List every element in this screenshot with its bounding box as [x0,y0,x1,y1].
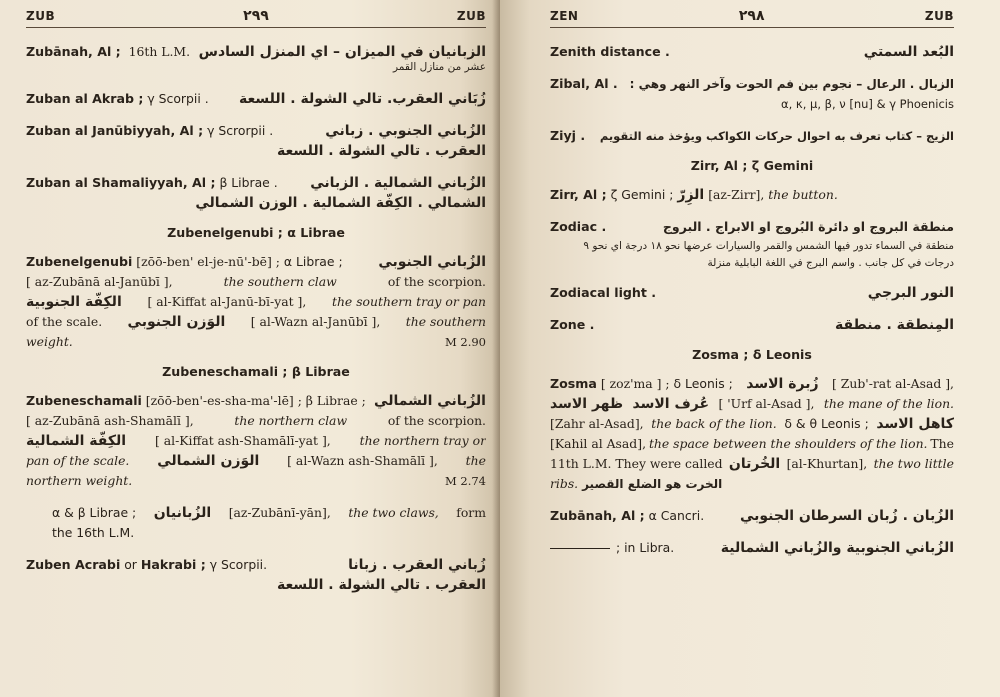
star-designation: ζ Gemini ; [610,187,674,202]
arabic-text: ظهر الاسد [550,396,624,412]
arabic-text: البُعد السمتي [863,44,954,60]
headword: Zuban al Janūbiyyah, Al ; [26,123,204,138]
running-head-left: ZUB [26,9,56,23]
pronunciation: [zōō-ben' el-je-nū'-bē] ; [136,254,280,269]
arabic-text: الزبال . الرعال – نجوم بين فم الحوت وآخر النهر وهي : [629,77,954,91]
transliteration: [ al-Wazn al-Janūbī ], [250,314,381,329]
arabic-text: منطقة في السماء تدور فيها الشمس والقمر والسيارات عرضها نحو ١٨ درجة اي نحو ٩ [583,240,954,252]
page-header [26,8,486,28]
transliteration: [ az-Zubānā ash-Shamālī ], [26,413,194,428]
headword: Zuban al Shamaliyyah, Al ; [26,175,216,190]
definition: ; in Libra. [616,540,675,555]
arabic-text: الزيج – كتاب تعرف به احوال حركات الكواكب ويؤخذ منه التقويم [599,129,954,143]
magnitude: M 2.90 [444,335,486,349]
headword: Zone . [550,317,595,332]
translation-tail: of the scorpion. [387,413,486,428]
entry-zuban-al-shamaliyyah [26,173,486,213]
arabic-text: زُباني العقرب . زبانا [348,557,486,573]
arabic-text: كاهل الاسد [876,416,954,432]
arabic-text: الخُرتان [728,456,781,472]
headword: Hakrabi ; [140,557,206,572]
transliteration: [az-Zirr], [708,187,765,202]
headword: Zodiac . [550,219,607,234]
arabic-text: النور البرجي [867,285,954,301]
running-head-right: ZUB [456,9,486,23]
definition: 16th L.M. [128,44,191,59]
entry-zuben-acrabi [26,555,486,595]
translation: the northern claw [234,413,348,428]
arabic-text: الزُبان . زُبان السرطان الجنوبي [739,508,954,524]
arabic-text: الزِرّ [677,187,705,203]
arabic-text: العقرب . تالي الشولة . اللسعة [277,577,486,593]
entry-zodiac [550,217,954,271]
entry-zubenelgenubi [26,252,486,352]
magnitude: M 2.74 [444,474,486,488]
arabic-text: العقرب . تالي الشولة . اللسعة [277,143,486,159]
transliteration: [ Zub'-rat al-Asad ], [832,376,954,391]
transliteration: [Kahil al Asad], [550,436,647,451]
arabic-text: عشر من منازل القمر [392,61,486,73]
headword: Zubenelgenubi [26,254,133,269]
running-head-left: ZEN [550,9,579,23]
ditto-dash [550,548,610,549]
translation: the button. [768,187,838,202]
pronunciation: [ zoz'ma ] ; [600,376,670,391]
headword: Zodiacal light . [550,285,657,300]
translation-tail: The [930,436,954,451]
entry-zibal [550,74,954,114]
transliteration: [al-Khurtan], [786,456,868,471]
star-designation: δ & θ Leonis ; [784,416,869,431]
page-header [550,8,954,28]
transliteration: [ 'Urf al-Asad ], [718,396,815,411]
definition: γ Scorpii. [209,557,268,572]
headword: Zuban al Akrab ; [26,91,144,106]
headword: Zubānah, Al ; [550,508,645,523]
arabic-text: المِنطقة . منطقة [834,317,954,333]
translation: the northern tray or [359,433,486,448]
translation-tail: weight. [26,334,73,349]
entry-zuban-al-janubiyyah [26,121,486,161]
section-heading: Zirr, Al ; ζ Gemini [690,158,814,173]
section-heading: Zubenelgenubi ; α Librae [167,225,345,240]
page-number: ٢٩٩ [243,8,269,24]
translation-tail: northern weight. [26,473,133,488]
translation: the mane of the lion. [823,396,954,411]
section-heading: Zubeneschamali ; β Librae [162,364,350,379]
entries [26,42,486,595]
pronunciation: [zōō-ben'-es-sha-ma'-lē] ; β Librae ; [145,393,366,408]
translation-tail: ribs. [550,476,579,491]
transliteration: [ az-Zubānā al-Janūbī ], [26,274,173,289]
entry-zone [550,315,954,335]
running-head-right: ZUB [924,9,954,23]
arabic-text: الكِفّة الجنوبية [26,294,122,310]
page-number: ٢٩٨ [738,8,765,24]
arabic-text: الوَزن الجنوبي [127,314,226,330]
arabic-text: الزُبانيان [153,505,212,521]
translation: the [465,453,486,468]
arabic-text: الزُباني الجنوبية والزُباني الشمالية [720,540,954,556]
arabic-text: زُبرة الاسد [746,376,819,392]
conjunction: or [124,557,137,572]
translation-tail: of the scale. [26,314,103,329]
definition: the 16th L.M. [52,525,135,540]
transliteration: [ al-Kiffat ash-Shamālī-yat ], [154,433,331,448]
entries [550,42,954,558]
translation: the southern claw [223,274,337,289]
right-page [500,0,1000,697]
entry-in-libra [550,538,954,558]
arabic-text: الزُباني الجنوبي [378,254,486,270]
arabic-text: منطقة البروج او دائرة البُروج او الابراج . البروج [662,219,954,234]
transliteration: [ al-Kiffat al-Janū-bī-yat ], [147,294,307,309]
transliteration: [ al-Wazn ash-Shamālī ], [287,453,438,468]
translation: the two little [873,456,954,471]
arabic-text: درجات في كل جانب . واسم البرج في اللغة البابلية منزلة [707,257,954,269]
entry-zosma [550,374,954,494]
definition: γ Scorpii . [147,91,209,106]
headword: Zosma [550,376,597,391]
translation: the back of the lion. [651,416,777,431]
star-designation: α Librae ; [283,254,343,269]
arabic-text: عُرف الاسد [632,396,710,412]
arabic-text: الشمالي . الكِفّة الشمالية . الوزن الشمالي [195,195,486,211]
star-designation: α, κ, μ, β, ν [nu] & γ Phoenicis [781,97,954,111]
arabic-text: الخرت هو الضلع القصير [582,477,723,491]
translation: the southern tray or pan [331,294,486,309]
entry-zuban-al-akrab [26,89,486,109]
transliteration: [Zahr al-Asad], [550,416,644,431]
arabic-text: الزبانيان في الميزان – اي المنزل السادس [198,44,486,60]
definition: β Librae . [219,175,278,190]
star-designation: α & β Librae ; [52,505,137,520]
entry-zodiacal-light [550,283,954,303]
transliteration: [az-Zubānī-yān], [228,505,331,520]
arabic-text: الكِفّة الشمالية [26,433,127,449]
entry-alpha-beta-librae [26,503,486,543]
entry-zirr [550,185,954,205]
translation-tail: pan of the scale. [26,453,130,468]
headword: Ziyj . [550,128,586,143]
arabic-text: الزُباني الشمالي [374,393,486,409]
headword: Zubānah, Al ; [26,44,121,59]
arabic-text: الوَزن الشمالي [157,453,260,469]
arabic-text: زُبَاني العقرب. تالي الشولة . اللسعة [239,91,486,107]
entry-zubanah [26,42,486,77]
headword: Zenith distance . [550,44,670,59]
definition: γ Scrorpii . [207,123,274,138]
arabic-text: الزُباني الشمالية . الزباني [310,175,486,191]
translation: the southern [405,314,486,329]
translation-tail: 11th L.M. They were called [550,456,723,471]
headword: Zuben Acrabi [26,557,121,572]
entry-zenith-distance [550,42,954,62]
entry-zubanah-cancri [550,506,954,526]
headword: Zirr, Al ; [550,187,607,202]
translation-tail: form [456,505,486,520]
headword: Zibal, Al . [550,76,618,91]
entry-ziyj [550,126,954,146]
translation: the space between the shoulders of the lion. [648,436,928,451]
star-designation: α Cancri. [648,508,705,523]
arabic-text: الزُباني الجنوبي . زباني [325,123,486,139]
translation: the two claws, [348,505,439,520]
headword: Zubeneschamali [26,393,142,408]
star-designation: δ Leonis ; [673,376,733,391]
section-heading: Zosma ; δ Leonis [692,347,812,362]
entry-zubeneschamali [26,391,486,491]
translation-tail: of the scorpion. [387,274,486,289]
